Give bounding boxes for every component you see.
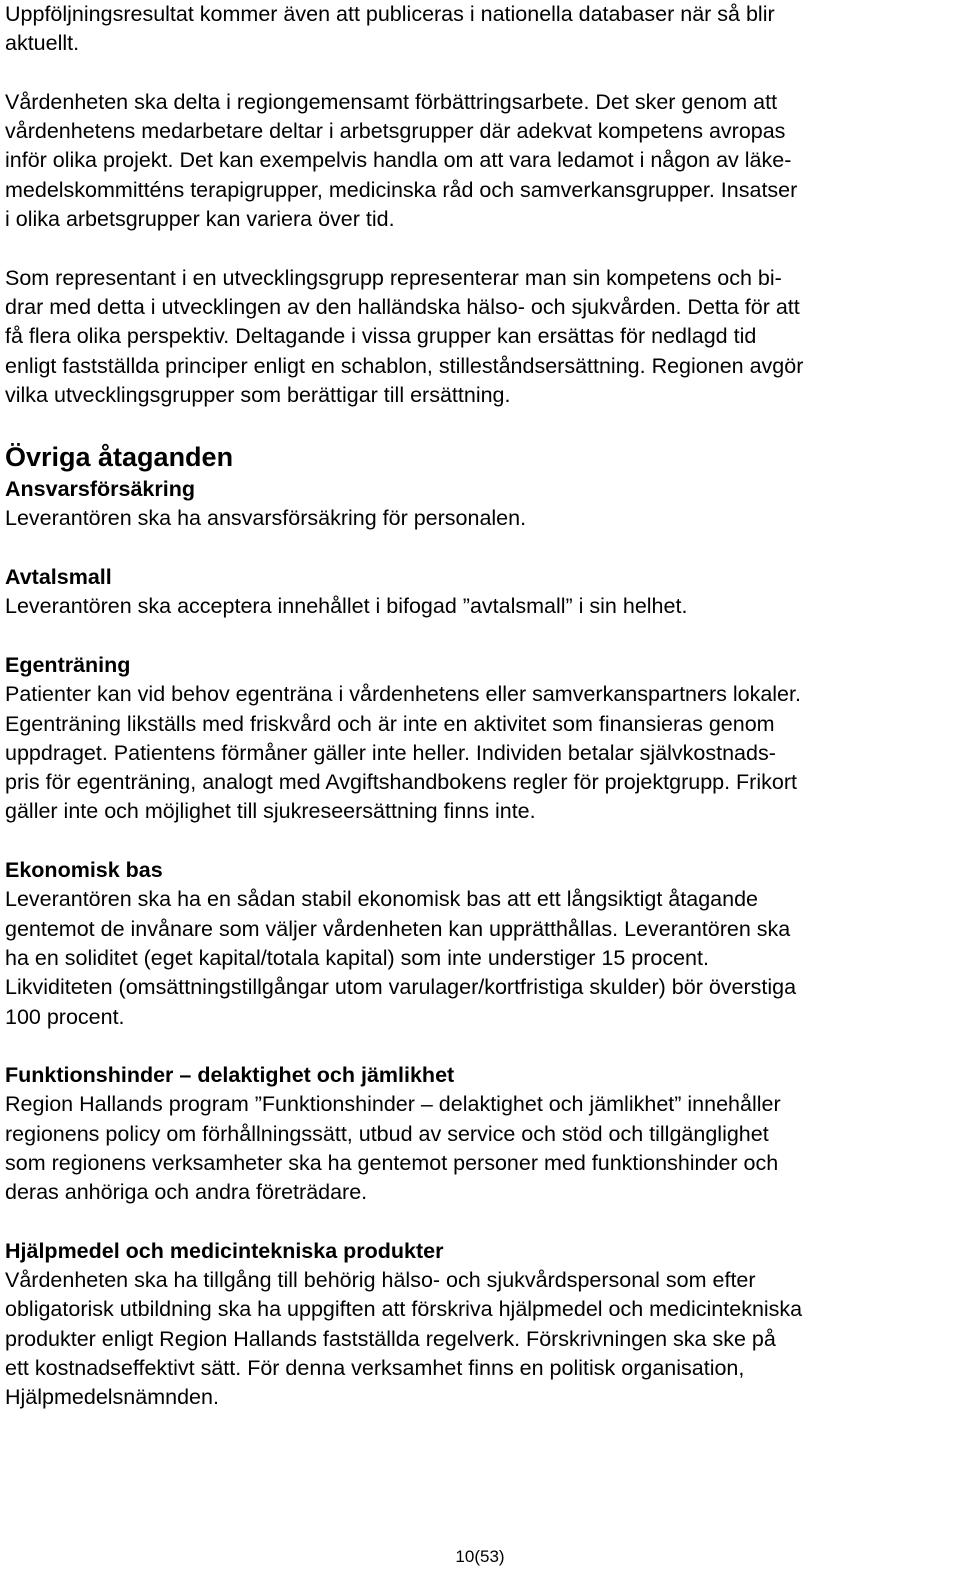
document-page xyxy=(5,0,955,1413)
paragraph-utvecklingsgrupp: Som representant i en utvecklingsgrupp representerar man sin kompetens och bi- drar med detta i utvecklingen av den halländska hälso- och sjukvården. Detta för att få flera olika perspektiv. Deltagande i vissa grupper kan ersättas för nedlagd tid enligt fastställda principer enligt en schablon, stilleståndsersättning. Regionen avgör vilka utvecklingsgrupper som berättigar till ersättning. xyxy=(5,265,804,407)
heading-hjalpmedel: Hjälpmedel och medicintekniska produkter xyxy=(5,1238,444,1263)
text-funktionshinder: Region Hallands program ”Funktionshinder – delaktighet och jämlikhet” innehåller regionens policy om förhållningssätt, utbud av service och stöd och tillgänglighet som regionens verksamheter ska ha gentemot personer med funktionshinder och deras anhöriga och andra företrädare. xyxy=(5,1092,781,1205)
text-egentraning: Patienter kan vid behov egenträna i vårdenhetens eller samverkanspartners lokaler. Egenträning likställs med friskvård och är inte en aktivitet som finansieras genom uppdraget. Patientens förmåner gäller inte heller. Individen betalar självkostnads- pris för egenträning, analogt med Avgiftshandbokens regler för projektgrupp. Frikort gäller inte och möjlighet till sjukreseersättning finns inte. xyxy=(5,682,801,824)
page-number: 10(53) xyxy=(455,1547,505,1566)
paragraph-uppfoljning: Uppföljningsresultat kommer även att publiceras i nationella databaser när så blir aktuellt. xyxy=(5,2,775,56)
text-ekonomisk-bas: Leverantören ska ha en sådan stabil ekonomisk bas att ett långsiktigt åtagande gentemot de invånare som väljer vårdenheten kan upprätthållas. Leverantören ska ha en soliditet (eget kapital/totala kapital) som inte understiger 15 procent. Likviditeten (omsättningstillgångar utom varulager/kortfristiga skulder) bör överstiga 100 procent. xyxy=(5,887,797,1029)
text-ansvarsforsakring: Leverantören ska ha ansvarsförsäkring för personalen. xyxy=(5,506,527,531)
paragraph-forbattringsarbete: Vårdenheten ska delta i regiongemensamt förbättringsarbete. Det sker genom att vårdenhetens medarbetare deltar i arbetsgrupper där adekvat kompetens avropas inför olika projekt. Det kan exempelvis handla om att vara ledamot i någon av läke- medelskommitténs terapigrupper, medicinska råd och samverkansgrupper. Insatser i olika arbetsgrupper kan variera över tid. xyxy=(5,89,798,232)
heading-funktionshinder: Funktionshinder – delaktighet och jämlikhet xyxy=(5,1063,455,1088)
section-title: Övriga åtaganden xyxy=(5,442,234,473)
text-avtalsmall: Leverantören ska acceptera innehållet i bifogad ”avtalsmall” i sin helhet. xyxy=(5,594,688,619)
heading-egentraning: Egenträning xyxy=(5,652,131,677)
heading-ansvarsforsakring: Ansvarsförsäkring xyxy=(5,477,195,502)
heading-ekonomisk-bas: Ekonomisk bas xyxy=(5,858,163,883)
heading-avtalsmall: Avtalsmall xyxy=(5,565,112,590)
text-hjalpmedel: Vårdenheten ska ha tillgång till behörig hälso- och sjukvårdspersonal som efter obligatorisk utbildning ska ha uppgiften att förskriva hjälpmedel och medicintekniska produkter enligt Region Hallands fastställda regelverk. Förskrivningen ska ske på ett kostnadseffektivt sätt. För denna verksamhet finns en politisk organisation, Hjälpmedelsnämnden. xyxy=(5,1268,803,1410)
